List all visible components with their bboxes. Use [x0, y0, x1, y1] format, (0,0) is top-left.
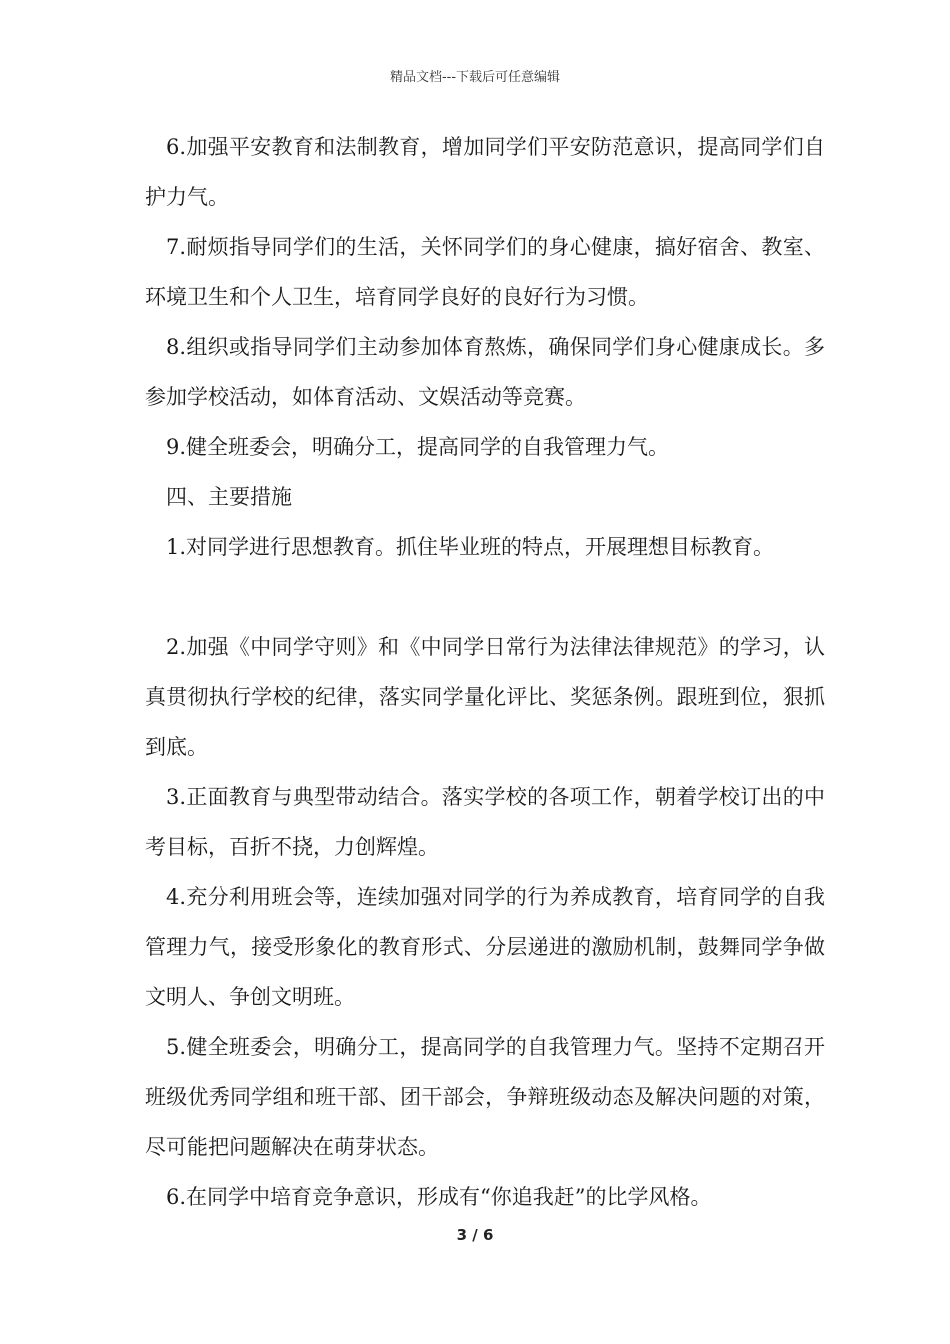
- paragraph: 2.加强《中同学守则》和《中同学日常行为法律法律规范》的学习，认真贯彻执行学校的纪律，落实同学量化评比、奖惩条例。跟班到位，狠抓到底。: [145, 635, 825, 759]
- paragraph: 6.加强平安教育和法制教育，增加同学们平安防范意识，提高同学们自护力气。: [145, 135, 825, 209]
- paragraph: 5.健全班委会，明确分工，提高同学的自我管理力气。坚持不定期召开班级优秀同学组和班干部、团干部会，争辩班级动态及解决问题的对策，尽可能把问题解决在萌芽状态。: [145, 1035, 825, 1159]
- section-heading: 四、主要措施: [166, 485, 292, 509]
- paragraph: 4.充分利用班会等，连续加强对同学的行为养成教育，培育同学的自我管理力气，接受形象化的教育形式、分层递进的激励机制，鼓舞同学争做文明人、争创文明班。: [145, 885, 825, 1009]
- page-header: 精品文档---下载后可任意编辑: [389, 70, 561, 85]
- page-number: 3 / 6: [456, 1226, 494, 1244]
- paragraph: 6.在同学中培育竞争意识，形成有“你追我赶”的比学风格。: [166, 1185, 712, 1209]
- document-body: [145, 122, 825, 1222]
- paragraph: 8.组织或指导同学们主动参加体育熬炼，确保同学们身心健康成长。多参加学校活动，如体育活动、文娱活动等竞赛。: [145, 335, 825, 409]
- paragraph: 7.耐烦指导同学们的生活，关怀同学们的身心健康，搞好宿舍、教室、环境卫生和个人卫生，培育同学良好的良好行为习惯。: [145, 235, 825, 309]
- paragraph: 1.对同学进行思想教育。抓住毕业班的特点，开展理想目标教育。: [166, 535, 775, 559]
- paragraph: 9.健全班委会，明确分工，提高同学的自我管理力气。: [166, 435, 670, 459]
- paragraph: 3.正面教育与典型带动结合。落实学校的各项工作，朝着学校订出的中考目标，百折不挠，力创辉煌。: [145, 785, 825, 859]
